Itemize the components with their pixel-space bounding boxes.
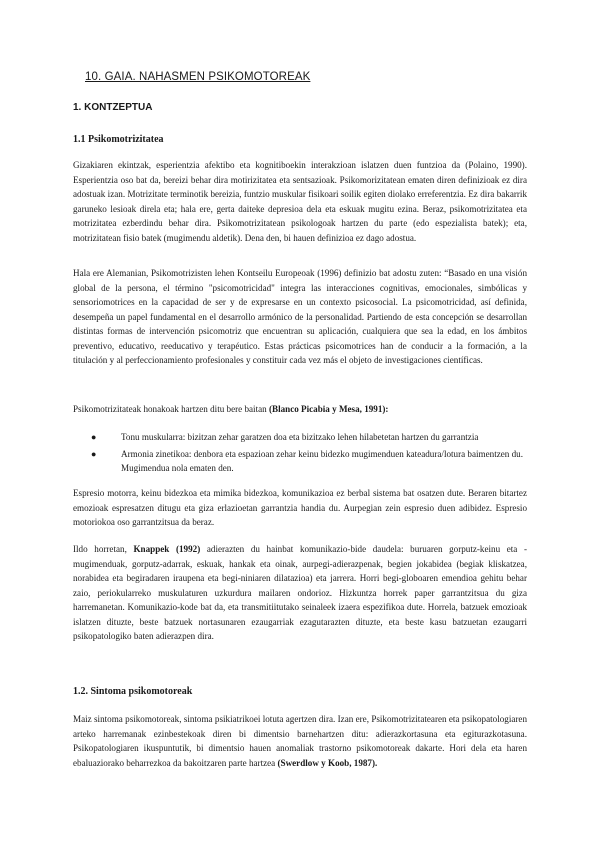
components-citation: (Blanco Picabia y Mesa, 1991): (268, 404, 389, 414)
list-item (73, 430, 527, 445)
components-intro-text: Psikomotrizitateak honakoak hartzen ditu bere baitan (73, 404, 269, 414)
knapp-text-rest: adierazten du hainbat komunikazio-bide daudela: buruaren gorputz-keinu eta -mugimenduak, gorputz-adarrak, eskuak, hankak eta oinak, aurpegi-adierazpenak, begien jokabidea (begiak kliskatzea, norabidea eta begiradaren iraupena eta begi-niniaren dilatazioa) eta jarrera. Horri begi-globoaren emendioa gehitu behar zaio, periokularreko muskulaturen uzkurdura mailaren ondorioz. Hizkuntza horrek paper garrantzitsua du giza harremanetan. Komunikazio-kode bat da, eta transmitiitutako seinaleek izaera espezifikoa dute. Horrela, batzuek emozioak islatzen dituzte, beste batzuek nortasunaren ezaugarriak ezagutarazten dituzte, eta beste kasu batzuetan ezaugarri psikopatologiko baten adierazpen dira. (73, 544, 527, 641)
knapp-citation: Knappek (1992) (133, 544, 201, 554)
paragraph-symptoms (73, 712, 527, 770)
subsection-heading-psikomotrizitatea: 1.1 Psikomotrizitatea (73, 134, 164, 145)
bullet-dot-icon: ● (91, 448, 97, 459)
paragraph-european-council: Hala ere Alemanian, Psikomotrizisten lehen Kontseilu Europeoak (1996) definizio bat adostu zuten: “Basado en una visión global de la persona, el término "psicomotricidad" integra las interacciones cognitivas, emocionales, simbólicas y sensoriomotrices en la capacidad de ser y de expresarse en un contexto psicosocial. La psicomotricidad, así definida, desempeña un papel fundamental en el desarrollo armónico de la personalidad. Partiendo de esta concepción se desarrollan distintas formas de intervención psicomotriz que encuentran su aplicación, cualquiera que sea la edad, en los ámbitos preventivo, educativo, reeducativo y terapéutico. Estas prácticas psicomotrices han de conducir a la formación, a la titulación y al perfeccionamiento profesionales y constituir cada vez más el objeto de investigaciones científicas. (73, 268, 527, 365)
symptoms-text: Maiz sintoma psikomotoreak, sintoma psikiatrikoei lotuta agertzen dira. Izan ere, Psikomotrizitatearen eta psikopatologiaren arteko harremanak ezinbestekoak diren bi dimentsio barnehartzen ditu: adierazkortasuna eta egiturazkotasuna. Psikopatologiaren ikuspuntutik, bi dimentsio hauen anomaliak trastorno psikomotoreak dakarte. Hori dela eta haren ebaluaziorako beharrezkoa da bakoitzaren parte hartzea (73, 714, 527, 768)
section-heading-kontzeptua: 1. KONTZEPTUA (73, 102, 153, 113)
bullet-dot-icon: ● (91, 432, 97, 442)
document-title: 10. GAIA. NAHASMEN PSIKOMOTOREAK (85, 71, 311, 83)
paragraph-components-intro (73, 402, 527, 417)
knapp-text-start: Ildo horretan, (73, 544, 134, 554)
symptoms-citation: (Swerdlow y Koob, 1987). (277, 757, 378, 768)
subsection-heading-sintoma: 1.2. Sintoma psikomotoreak (73, 686, 193, 697)
paragraph-definition: Gizakiaren ekintzak, esperientzia afektibo eta kognitiboekin interakzioan islatzen duen funtzioa da (Polaino, 1990). Esperientzia oso bat da, bereizi behar dira motirizitatea eta sentsazioak. Psikomorizitatean ematen diren definizioak ez dira adostuak izan. Motrizitate terminotik bereizia, funtzio muskular fisikoari soilik egiten diolako erreferentzia. Ez dira bakarrik garuneko lesioak direla eta; hala ere, gerta daiteke depresioa dela eta eskuak mugitu ezina. Beraz, psikomotrizitatea eta motrizitatea ezberdindu behar dira. Psikomotrizitatean psikologoak hartzen du parte (edo espezialista batek); eta, motrizitatean fisio batek (mugimendu aldetik). Dena den, bi hauen definizioa ez dago adostua. (73, 160, 527, 243)
paragraph-motor-expression: Espresio motorra, keinu bidezkoa eta mimika bidezkoa, komunikazioa ez berbal sistema bat osatzen dute. Beraren bitartez emozioak espresatzen ditugu eta giza erlazioetan garrantzia handia du. Aurpegian zein espresio duen adibidez. Espresio motoriokoa oso garrantzitsua da beraz. (73, 488, 527, 527)
components-list (73, 430, 527, 478)
list-item (73, 447, 527, 476)
list-item-text: Armonia zinetikoa: denbora eta espazioan zehar keinu bidezko mugimenduen kateadura/lotura baimentzen du. Mugimendua nola ematen den. (121, 448, 523, 473)
paragraph-knapp (73, 542, 527, 644)
list-item-text: Tonu muskularra: bizitzan zehar garatzen doa eta bizitzako lehen hilabetetan hartzen du garrantzia (121, 432, 479, 442)
